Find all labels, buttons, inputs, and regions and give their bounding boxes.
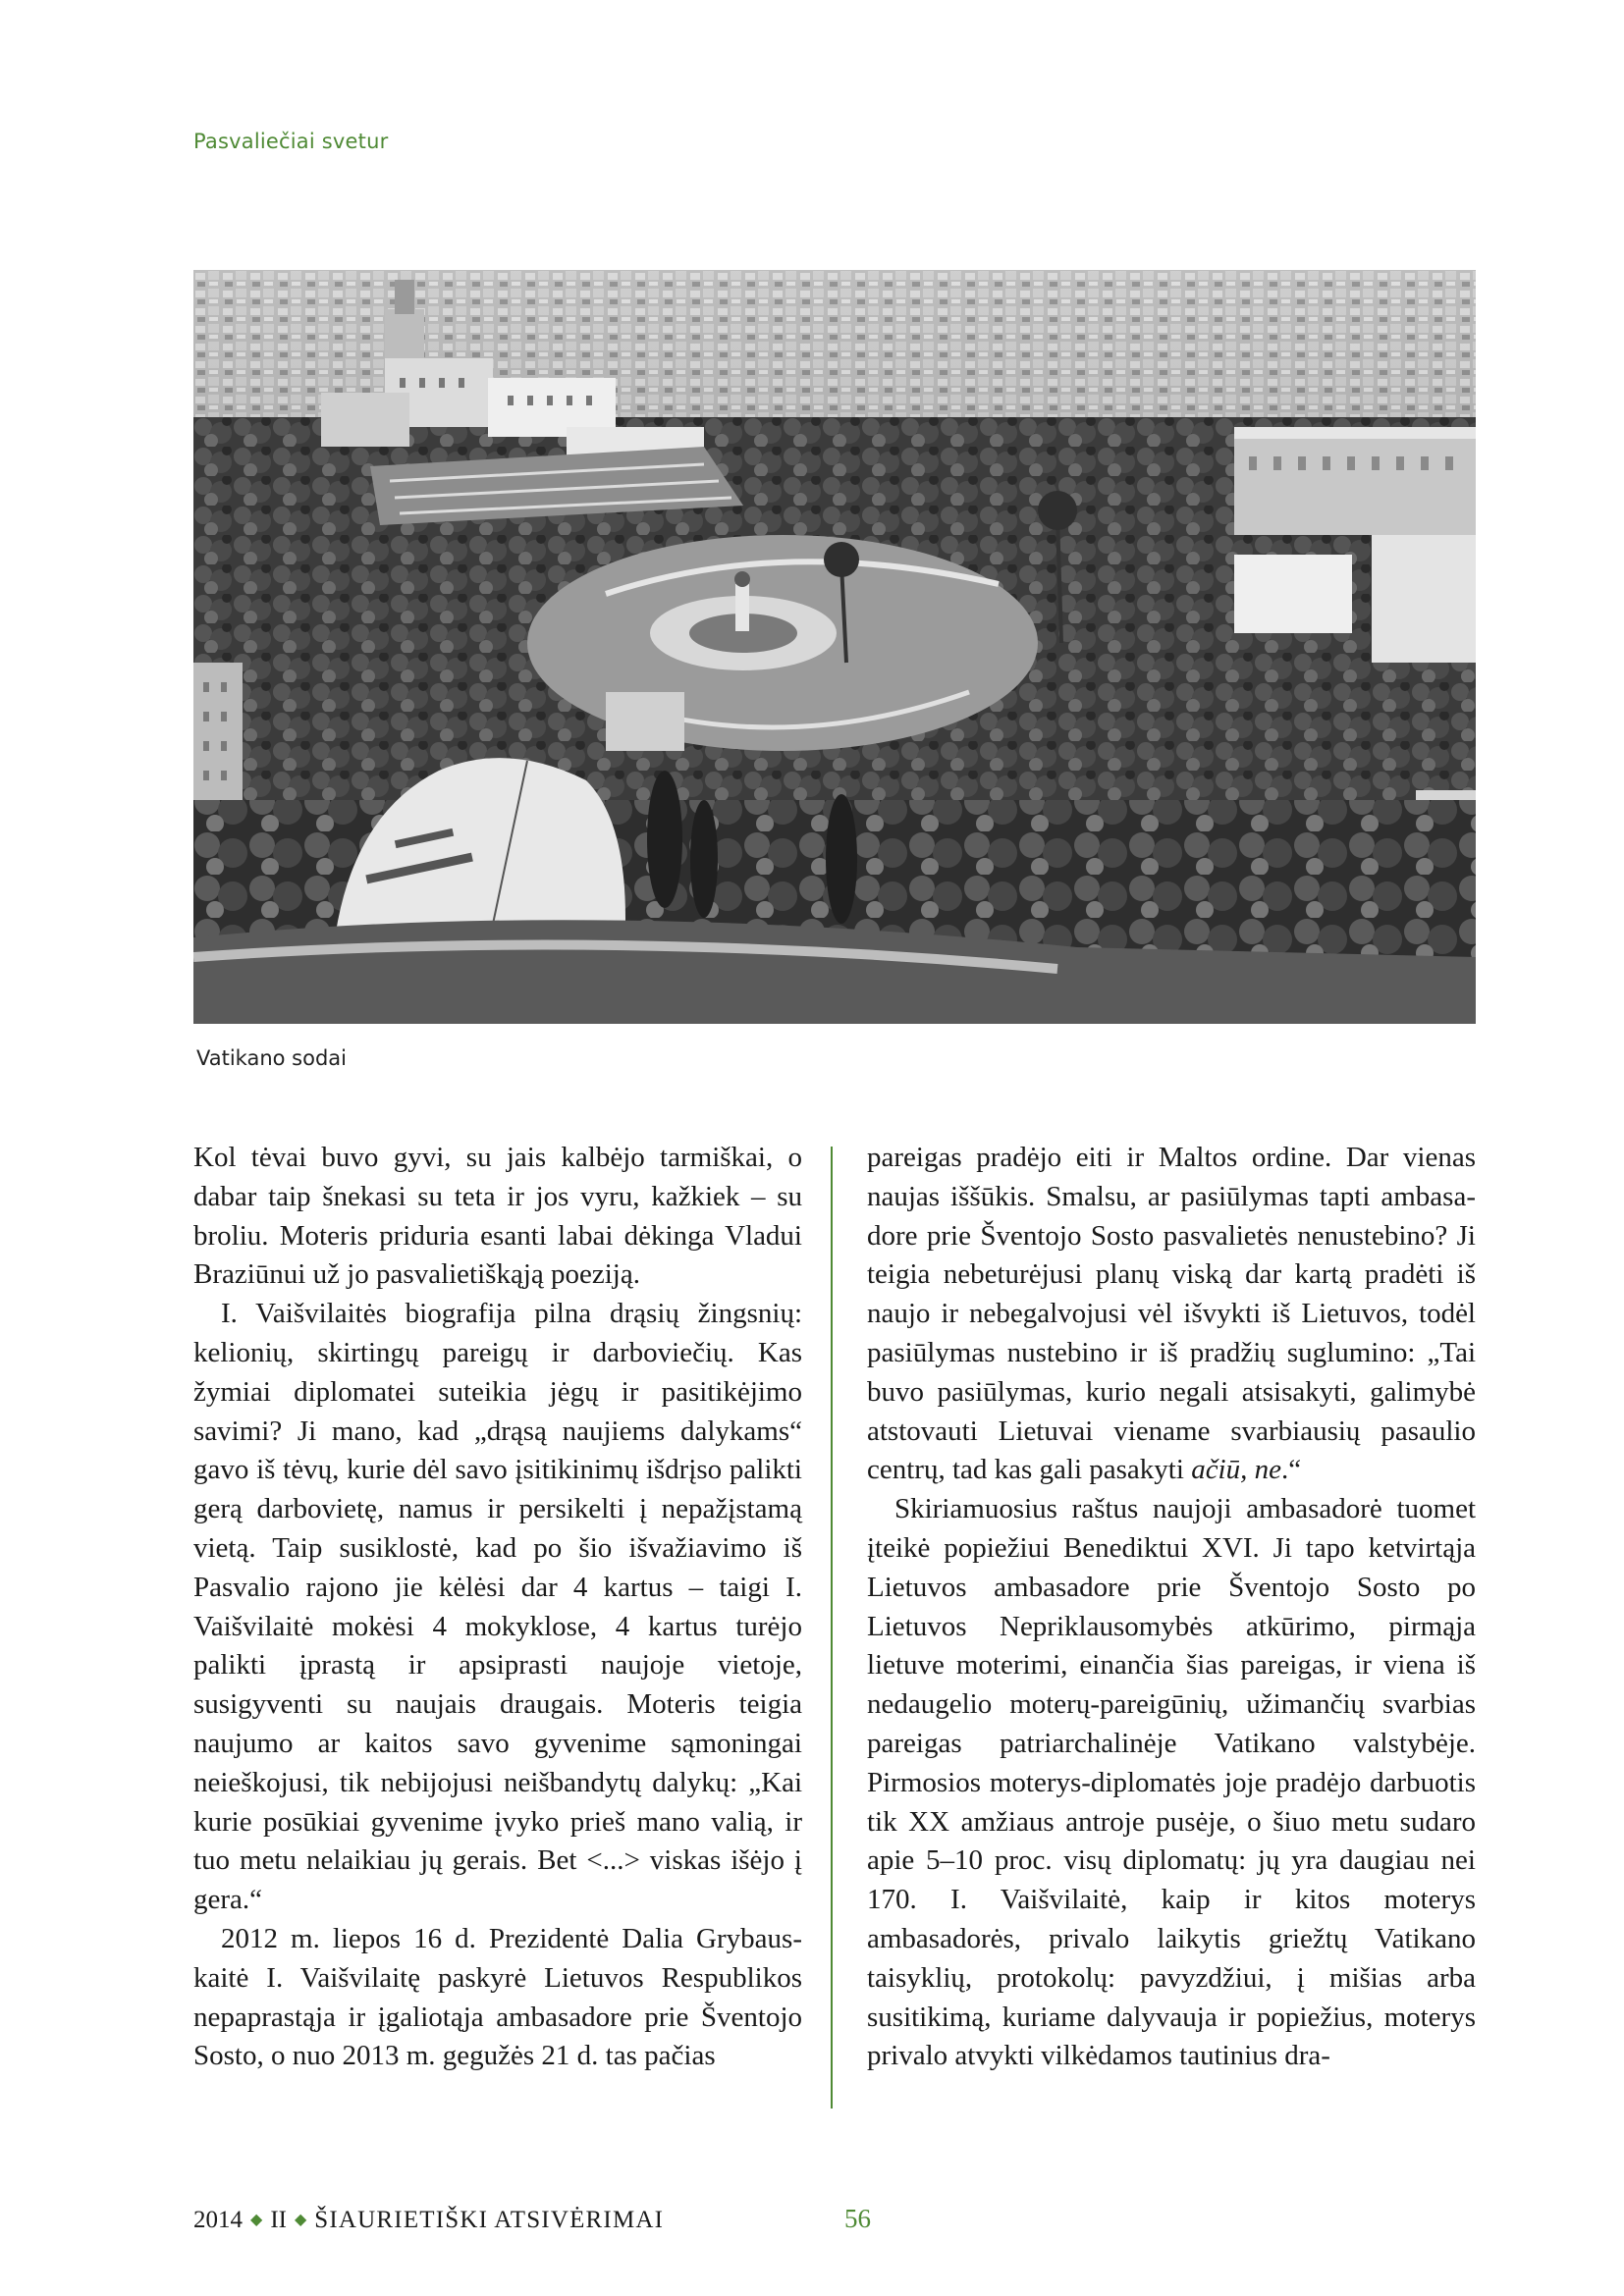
article-column-right	[867, 1139, 1476, 2076]
paragraph: 2012 m. liepos 16 d. Prezidentė Dalia Grybauskaitė I. Vaišvilaitę paskyrė Lietuvos Respublikos nepaprastąja ir įgaliotąja ambasadore prie Šventojo Sosto, o nuo 2013 m. gegužės 21 d. tas pačias	[193, 1922, 802, 2072]
photo-illustration	[193, 270, 1476, 1024]
page-number: 56	[844, 2204, 871, 2233]
paragraph: I. Vaišvilaitės biografija pilna drąsių žingsnių: kelionių, skirtingų pareigų ir darboviečių. Kas žymiai diplomatei suteikia jėgų ir pasitikėjimo savimi? Ji mano, kad „drąsą naujiems dalykams“ gavo iš tėvų, kurie dėl savo įsitikinimų išdrįso palikti gerą darbovietę, namus ir persikelti į nepažįstamą vietą. Taip susiklostė, kad po šio išvažiavimo iš Pasvalio rajono jie kėlėsi dar 4 kartus – taigi I. Vaišvilaitė mokėsi 4 mokyklose, 4 kartus turėjo palikti įprastą ir apsiprasti naujoje vietoje, susigyventi su naujais draugais. Moteris teigia naujumo ar kaitos savo gyvenime sąmoningai neieškojusi, tik nebijojusi neišbandytų dalykų: „Kai kurie posūkiai gyvenime įvyko prieš mano valią, ir tuo metu nelaikiau jų gerais. Bet <...> viskas išėjo į gera.“	[193, 1298, 802, 1916]
paragraph-text: pareigas pradėjo eiti ir Maltos ordine. Dar vienas naujas iššūkis. Smalsu, ar pasiūlymas tapti ambasadore prie Šventojo Sosto pasvalietės nenustebino? Ji teigia nebeturėjusi planų viską dar kartą pradėti iš naujo ir nebegalvojusi vėl išvykti iš Lietuvos, todėl pasiūlymas nustebino ir iš pradžių suglumino: „Tai buvo pasiūlymas, kurio negali atsisakyti, galimybė atstovauti Lietuvai viename svarbiausių pasaulio centrų, tad kas gali pasakyti	[867, 1142, 1476, 1486]
footer-magazine-title: ŠIAURIETIŠKI ATSIVĖRIMAI	[314, 2207, 665, 2233]
photo-caption: Vatikano sodai	[196, 1046, 347, 1070]
italic-quote: ačiū, ne	[1191, 1454, 1281, 1486]
paragraph	[867, 1139, 1476, 1490]
paragraph: Kol tėvai buvo gyvi, su jais kalbėjo tarmiškai, o dabar taip šnekasi su teta ir jos vyru, kažkiek – su broliu. Moteris priduria esanti labai dėkinga Vladui Braziūnui už jo pasvalietiškąją poeziją.	[193, 1142, 802, 1291]
vatican-gardens-photo	[193, 270, 1476, 1024]
paragraph-tail: .“	[1281, 1454, 1302, 1486]
footer-year: 2014	[193, 2207, 243, 2233]
article-column-left	[193, 1139, 802, 2076]
paragraph: Skiriamuosius raštus naujoji ambasadorė tuomet įteikė popiežiui Benediktui XVI. Ji tapo ketvirtąja Lietuvos ambasadore prie Šventojo Sosto po Lietuvos Nepriklausomybės atkūrimo, pirmąja lietuve moterimi, einančia šias pareigas, ir viena iš nedaugelio moterų-pareigūnių, užimančių svarbias pareigas patriarchalinėje Vatikano valstybėje. Pirmosios moterys-diplomatės joje pradėjo darbuotis tik XX amžiaus antroje pusėje, o šiuo metu sudaro apie 5–10 proc. visų diplomatų: jų yra daugiau nei 170. I. Vaišvilaitė, kaip ir kitos moterys ambasadorės, privalo laikytis griežtų Vatikano taisyklių, protokolų: pavyzdžiui, į mišias arba susitikimą, kuriame dalyvauja ir popiežius, moterys privalo atvykti vilkėdamos tautinius dra-	[867, 1493, 1476, 2072]
footer-issue: II	[270, 2207, 287, 2233]
diamond-separator-icon: ◆	[250, 2212, 263, 2228]
diamond-separator-icon: ◆	[294, 2212, 307, 2228]
column-divider	[831, 1147, 833, 2109]
running-head: Pasvaliečiai svetur	[193, 130, 389, 153]
page-footer	[193, 2204, 871, 2234]
